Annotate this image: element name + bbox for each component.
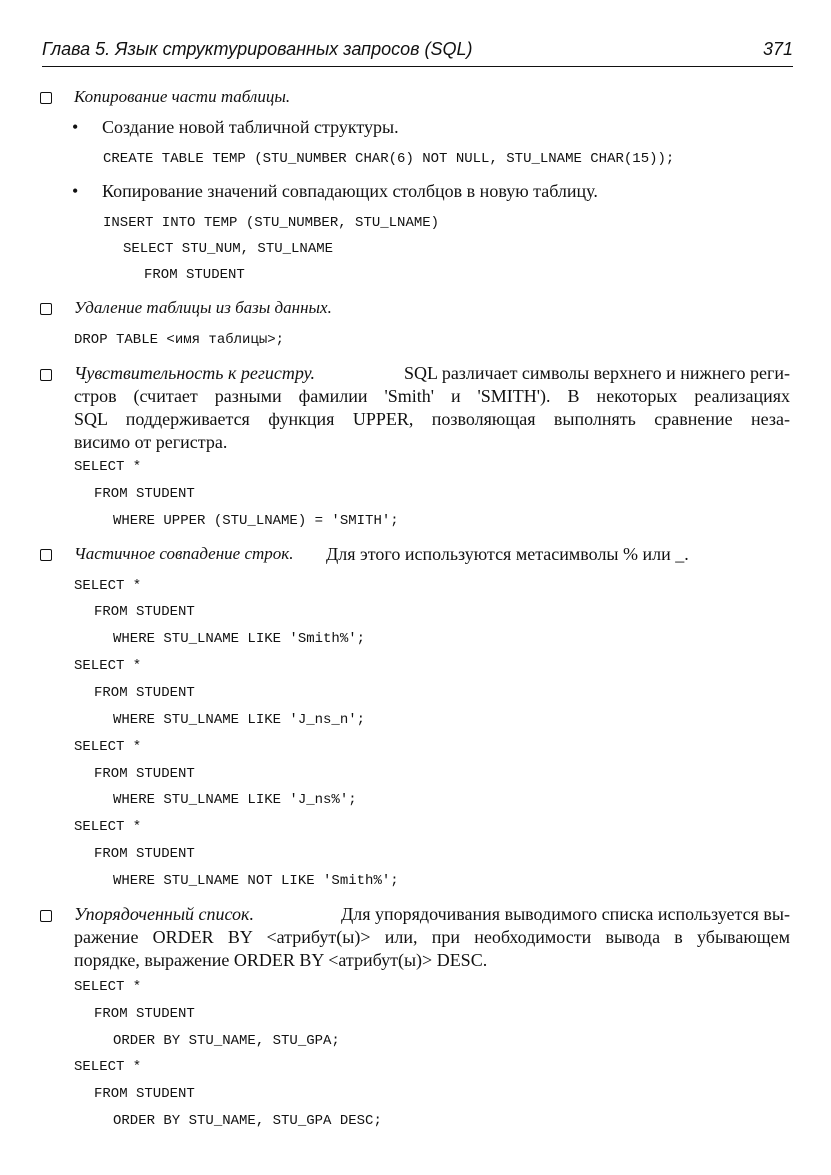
code-line: SELECT * [74,459,142,475]
chapter-title: Глава 5. Язык структурированных запросов (SQL) [42,39,473,59]
section-heading: Удаление таблицы из базы данных. [74,298,332,317]
paragraph-line: висимо от регистра. [74,432,228,452]
code-line: WHERE STU_LNAME LIKE 'Smith%'; [113,631,366,647]
checkbox-bullet-icon [40,910,52,922]
code-line: WHERE UPPER (STU_LNAME) = 'SMITH'; [113,513,399,529]
code-line: FROM STUDENT [94,1086,195,1102]
code-line: WHERE STU_LNAME LIKE 'J_ns_n'; [113,712,366,728]
paragraph-line: SQL различает символы верхнего и нижнего реги- [403,363,790,383]
code-line: INSERT INTO TEMP (STU_NUMBER, STU_LNAME) [103,215,440,231]
paragraph-line: стров (считает разными фамилии 'Smith' и 'SMITH'). В некоторых реализациях [74,386,790,406]
code-line: SELECT * [74,739,142,755]
code-line: CREATE TABLE TEMP (STU_NUMBER CHAR(6) NOT NULL, STU_LNAME CHAR(15)); [103,151,675,167]
code-line: FROM STUDENT [94,486,195,502]
code-line: WHERE STU_LNAME NOT LIKE 'Smith%'; [113,873,399,889]
code-line: WHERE STU_LNAME LIKE 'J_ns%'; [113,792,357,808]
code-line: SELECT * [74,819,142,835]
code-line: SELECT * [74,979,142,995]
section-heading: Копирование части таблицы. [74,87,291,106]
code-line: FROM STUDENT [144,267,245,283]
section-text: Для этого используются метасимволы % или _. [326,544,689,564]
paragraph-line: SQL поддерживается функция UPPER, позволяющая выполнять сравнение неза- [74,409,790,429]
checkbox-bullet-icon [40,549,52,561]
code-line: ORDER BY STU_NAME, STU_GPA; [113,1033,340,1049]
dot-bullet-icon: • [72,181,79,201]
code-line: FROM STUDENT [94,1006,195,1022]
code-line: SELECT * [74,1059,142,1075]
section-paragraph [74,362,790,454]
page-number: 371 [762,39,793,59]
code-line: FROM STUDENT [94,766,195,782]
section-heading: Чувствительность к регистру. [74,363,315,383]
bullet-text: Копирование значений совпадающих столбцов в новую таблицу. [102,181,598,201]
checkbox-bullet-icon [40,303,52,315]
checkbox-bullet-icon [40,92,52,104]
code-line: FROM STUDENT [94,846,195,862]
section-paragraph [74,903,790,972]
running-header [42,36,793,67]
section-heading: Частичное совпадение строк. [74,544,294,563]
code-line: ORDER BY STU_NAME, STU_GPA DESC; [113,1113,382,1129]
code-line: SELECT * [74,658,142,674]
code-line: FROM STUDENT [94,604,195,620]
paragraph-line: Для упорядочивания выводимого списка используется вы- [340,904,790,924]
paragraph-line: порядке, выражение ORDER BY <атрибут(ы)> DESC. [74,950,488,970]
checkbox-bullet-icon [40,369,52,381]
code-line: SELECT STU_NUM, STU_LNAME [123,241,334,257]
code-line: FROM STUDENT [94,685,195,701]
code-line: DROP TABLE <имя таблицы>; [74,332,285,348]
dot-bullet-icon: • [72,117,79,137]
paragraph-line: ражение ORDER BY <атрибут(ы)> или, при необходимости вывода в убывающем [74,927,790,947]
code-line: SELECT * [74,578,142,594]
section-heading: Упорядоченный список. [74,904,254,924]
bullet-text: Создание новой табличной структуры. [102,117,399,137]
